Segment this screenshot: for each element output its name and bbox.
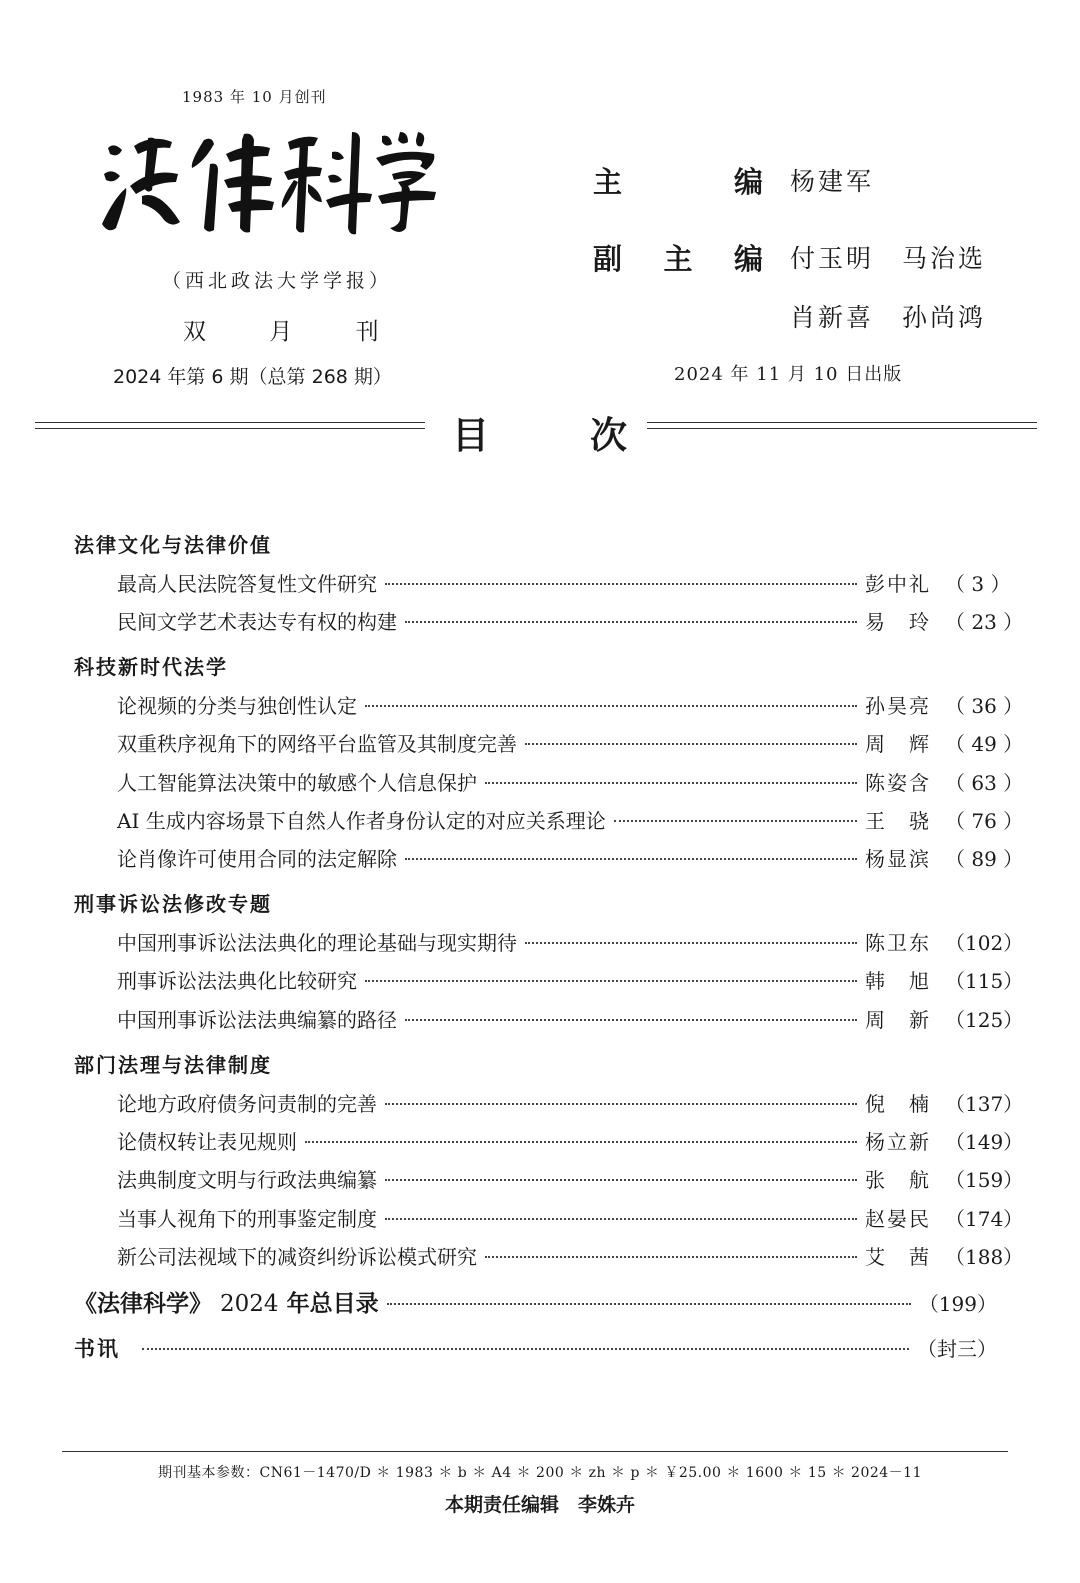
article-title[interactable]: 双重秩序视角下的网络平台监管及其制度完善 — [117, 732, 517, 756]
leader-dots — [365, 980, 857, 982]
toc-entry[interactable] — [117, 1164, 1024, 1192]
article-author: 韩 旭 — [865, 969, 931, 993]
annual-index-title[interactable]: 《法律科学》 2024 年总目录 — [74, 1291, 379, 1317]
leader-dots — [365, 705, 857, 707]
page-number: （115） — [945, 969, 1024, 993]
title-rule-right — [647, 422, 1037, 429]
toc-entry[interactable] — [117, 767, 1024, 795]
leader-dots — [385, 583, 857, 585]
article-author: 孙昊亮 — [865, 694, 931, 718]
toc-entry[interactable] — [117, 965, 1024, 993]
book-news-entry[interactable] — [74, 1333, 997, 1363]
leader-dots — [405, 621, 857, 623]
deputy-editor-names: 付玉明 马治选 — [790, 244, 987, 273]
article-title[interactable]: 刑事诉讼法法典化比较研究 — [117, 969, 357, 993]
page-number: （ 76 ） — [945, 809, 1024, 833]
article-author: 赵晏民 — [865, 1207, 931, 1231]
toc-entry[interactable] — [117, 728, 1024, 756]
leader-dots — [405, 1019, 857, 1021]
article-title[interactable]: 论视频的分类与独创性认定 — [117, 694, 357, 718]
page-number: （102） — [945, 931, 1024, 955]
toc-entry[interactable] — [117, 1088, 1024, 1116]
leader-dots — [385, 1103, 857, 1105]
page-number: （ 63 ） — [945, 771, 1024, 795]
section-heading: 法律文化与法律价值 — [74, 533, 272, 557]
leader-dots — [485, 782, 857, 784]
article-author: 倪 楠 — [865, 1092, 931, 1116]
toc-entry[interactable] — [117, 1203, 1024, 1231]
footer-rule — [62, 1451, 1008, 1452]
page-number: （ 36 ） — [945, 694, 1024, 718]
section-heading: 科技新时代法学 — [74, 655, 228, 679]
page-number: （125） — [945, 1008, 1024, 1032]
page-number: （封三） — [917, 1337, 997, 1361]
page-number: （137） — [945, 1092, 1024, 1116]
article-author: 周 辉 — [865, 732, 931, 756]
page-number: （ 23 ） — [945, 610, 1024, 634]
page-number: （159） — [945, 1168, 1024, 1192]
article-title[interactable]: 新公司法视域下的减资纠纷诉讼模式研究 — [117, 1245, 477, 1269]
toc-entry[interactable] — [117, 843, 1024, 871]
leader-dots — [614, 820, 857, 822]
article-title[interactable]: 人工智能算法决策中的敏感个人信息保护 — [117, 771, 477, 795]
founded-date: 1983 年 10 月创刊 — [182, 88, 327, 106]
article-title[interactable]: 中国刑事诉讼法法典化的理论基础与现实期待 — [117, 931, 517, 955]
journal-subtitle: （西北政法大学学报） — [162, 270, 393, 292]
publication-frequency: 双 月 刊 — [183, 319, 407, 345]
toc-entry[interactable] — [117, 805, 1024, 833]
article-author: 周 新 — [865, 1008, 931, 1032]
article-author: 易 玲 — [865, 610, 931, 634]
issue-number: 2024 年第 6 期（总第 268 期） — [113, 366, 392, 388]
toc-entry[interactable] — [117, 1241, 1024, 1269]
section-heading: 刑事诉讼法修改专题 — [74, 892, 272, 916]
deputy-editor-names: 肖新喜 孙尚鸿 — [790, 303, 987, 332]
toc-entry[interactable] — [117, 1004, 1024, 1032]
article-title[interactable]: 法典制度文明与行政法典编纂 — [117, 1168, 377, 1192]
title-rule-left — [35, 422, 425, 429]
article-author: 陈姿含 — [865, 771, 931, 795]
toc-entry[interactable] — [117, 606, 1024, 634]
article-author: 张 航 — [865, 1168, 931, 1192]
article-title[interactable]: 当事人视角下的刑事鉴定制度 — [117, 1207, 377, 1231]
toc-entry[interactable] — [117, 1126, 1024, 1154]
article-author: 杨显滨 — [865, 847, 931, 871]
page-number: （ 3 ） — [945, 572, 1011, 596]
page-number: （149） — [945, 1130, 1024, 1154]
article-title[interactable]: 论肖像许可使用合同的法定解除 — [117, 847, 397, 871]
article-title[interactable]: AI 生成内容场景下自然人作者身份认定的对应关系理论 — [117, 809, 606, 833]
leader-dots — [405, 858, 857, 860]
article-author: 彭中礼 — [865, 572, 931, 596]
chief-editor-label: 主 编 — [593, 165, 763, 199]
leader-dots — [525, 743, 857, 745]
page-number: （199） — [918, 1292, 997, 1316]
article-title[interactable]: 最高人民法院答复性文件研究 — [117, 572, 377, 596]
book-news-title[interactable]: 书讯 — [74, 1337, 120, 1361]
toc-entry[interactable] — [117, 568, 1011, 596]
annual-index-entry[interactable] — [74, 1285, 997, 1318]
page-number: （ 89 ） — [945, 847, 1024, 871]
article-title[interactable]: 民间文学艺术表达专有权的构建 — [117, 610, 397, 634]
leader-dots — [485, 1256, 857, 1258]
leader-dots — [305, 1141, 857, 1143]
deputy-editor-label: 副 主 编 — [593, 242, 763, 276]
leader-dots — [385, 1179, 857, 1181]
page-number: （188） — [945, 1245, 1024, 1269]
toc-entry[interactable] — [117, 690, 1024, 718]
responsible-editor: 本期责任编辑 李姝卉 — [444, 1494, 635, 1516]
journal-parameters: 期刊基本参数：CN61－1470/D ＊ 1983 ＊ b ＊ A4 ＊ 200 ＊ zh ＊ p ＊ ￥25.00 ＊ 1600 ＊ 15 ＊ 2024－11 — [158, 1465, 922, 1481]
toc-entry[interactable] — [117, 927, 1024, 955]
leader-dots — [525, 942, 857, 944]
journal-calligraphy-logo — [100, 128, 440, 236]
article-title[interactable]: 中国刑事诉讼法法典编纂的路径 — [117, 1008, 397, 1032]
article-author: 杨立新 — [865, 1130, 931, 1154]
leader-dots — [142, 1348, 909, 1350]
leader-dots — [385, 1218, 857, 1220]
chief-editor-name: 杨建军 — [790, 167, 875, 196]
article-author: 艾 茜 — [865, 1245, 931, 1269]
page-number: （ 49 ） — [945, 732, 1024, 756]
page-number: （174） — [945, 1207, 1024, 1231]
article-author: 陈卫东 — [865, 931, 931, 955]
section-heading: 部门法理与法律制度 — [74, 1053, 272, 1077]
publish-date: 2024 年 11 月 10 日出版 — [674, 364, 903, 385]
article-title[interactable]: 论地方政府债务问责制的完善 — [117, 1092, 377, 1116]
toc-title: 目 次 — [452, 414, 627, 457]
leader-dots — [387, 1303, 911, 1305]
article-author: 王 骁 — [865, 809, 931, 833]
article-title[interactable]: 论债权转让表见规则 — [117, 1130, 297, 1154]
